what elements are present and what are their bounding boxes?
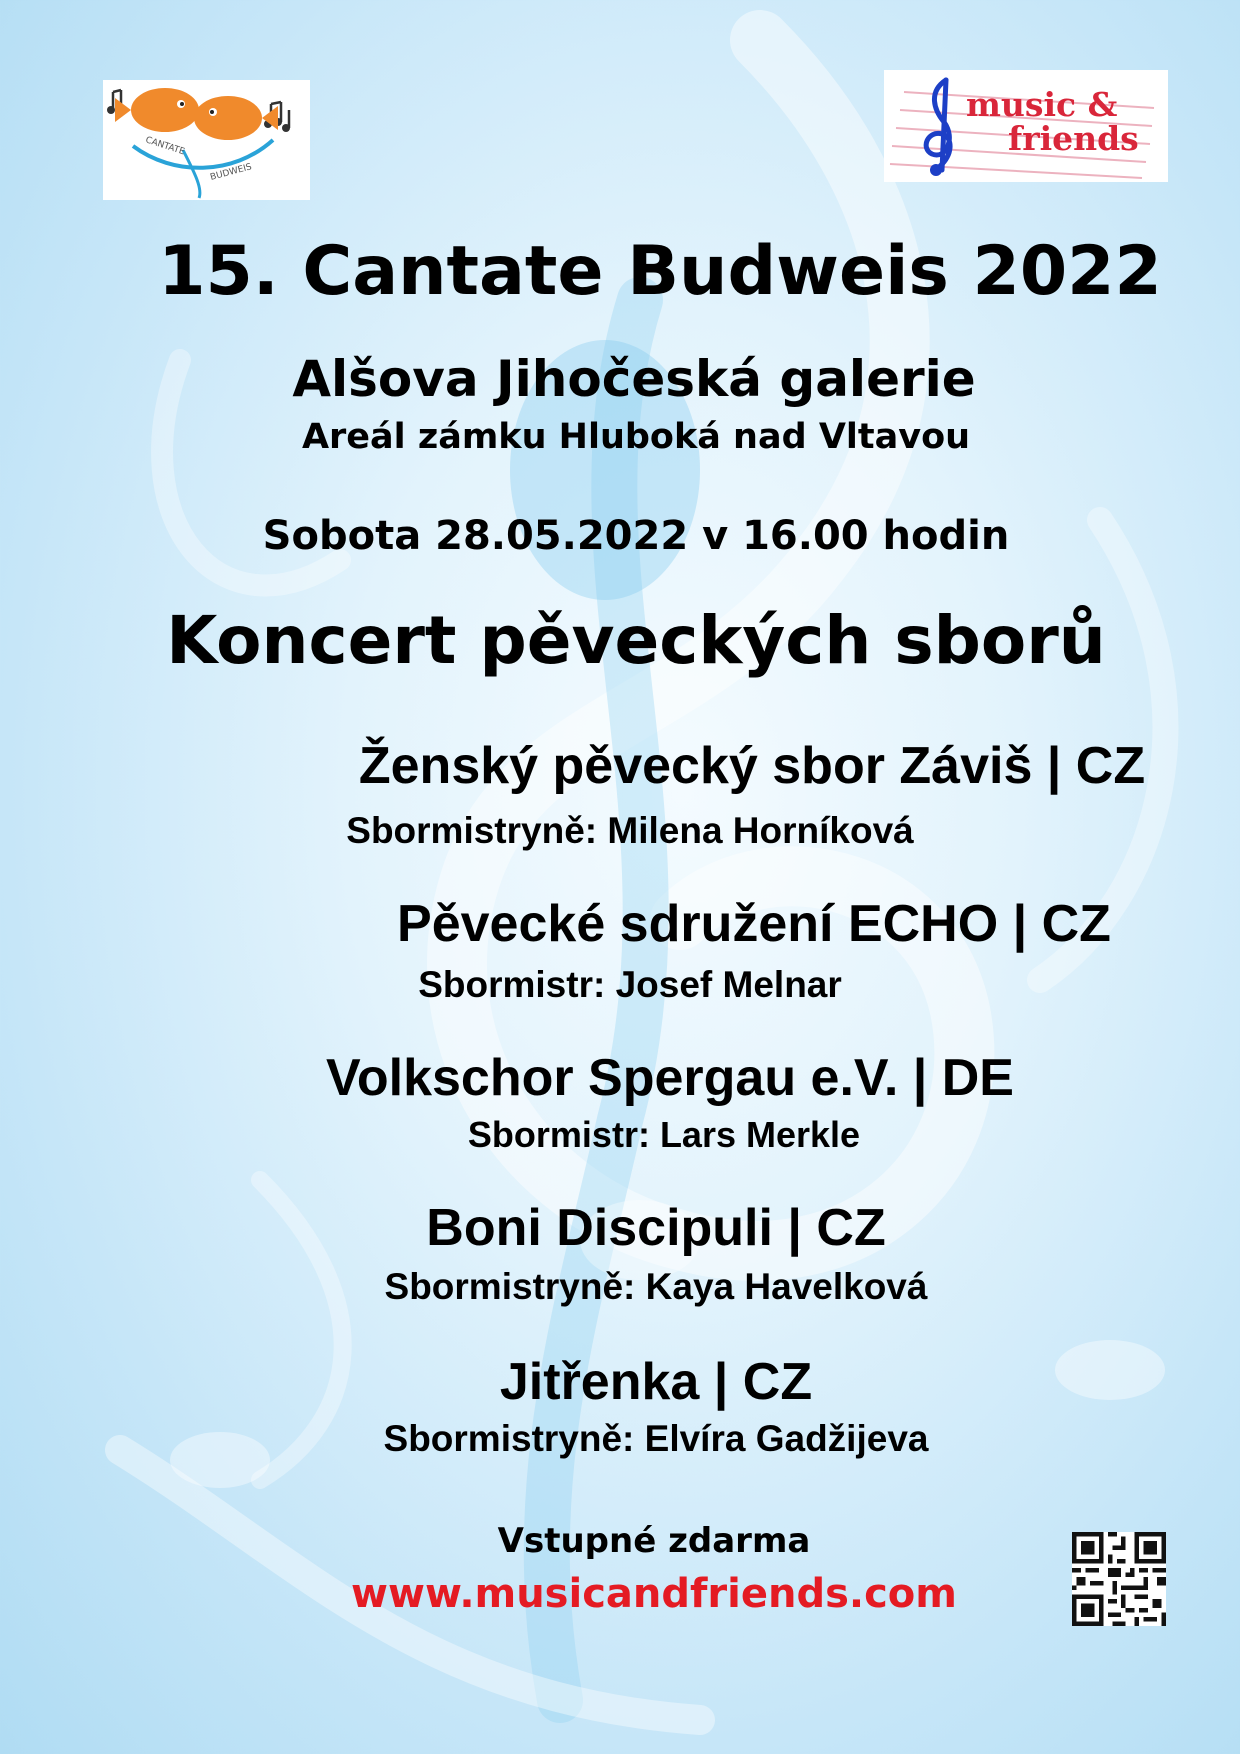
music-and-friends-logo bbox=[884, 70, 1168, 182]
choir-director: Sbormistryně: Milena Horníková bbox=[346, 810, 914, 851]
choir-name: Pěvecké sdružení ECHO | CZ bbox=[397, 895, 1111, 953]
logo-text-friends: friends bbox=[1008, 119, 1139, 158]
qr-code-icon[interactable] bbox=[1072, 1532, 1166, 1626]
event-date: Sobota 28.05.2022 v 16.00 hodin bbox=[262, 513, 1010, 559]
venue-name: Alšova Jihočeská galerie bbox=[292, 350, 976, 408]
venue-subtitle: Areál zámku Hluboká nad Vltavou bbox=[301, 417, 971, 457]
choir-director: Sbormistryně: Elvíra Gadžijeva bbox=[383, 1418, 929, 1459]
logo-text-music: music & bbox=[966, 85, 1118, 124]
website-link[interactable]: www.musicandfriends.com bbox=[351, 1571, 957, 1617]
page-title: 15. Cantate Budweis 2022 bbox=[158, 232, 1162, 311]
svg-text:BUDWEIS: BUDWEIS bbox=[209, 162, 253, 183]
svg-text:CANTATE: CANTATE bbox=[144, 135, 186, 158]
choir-director: Sbormistr: Lars Merkle bbox=[467, 1114, 861, 1155]
choir-director: Sbormistryně: Kaya Havelková bbox=[384, 1266, 928, 1307]
choir-name: Jitřenka | CZ bbox=[499, 1353, 813, 1411]
concert-heading: Koncert pěveckých sborů bbox=[166, 602, 1106, 679]
fish-icon bbox=[103, 80, 310, 200]
choir-name: Volkschor Spergau e.V. | DE bbox=[326, 1049, 1014, 1107]
choir-name: Boni Discipuli | CZ bbox=[426, 1199, 886, 1257]
choir-director: Sbormistr: Josef Melnar bbox=[418, 964, 842, 1005]
admission-text: Vstupné zdarma bbox=[497, 1521, 811, 1561]
cantate-budweis-logo bbox=[103, 80, 310, 200]
choir-name: Ženský pěvecký sbor Záviš | CZ bbox=[358, 737, 1146, 795]
